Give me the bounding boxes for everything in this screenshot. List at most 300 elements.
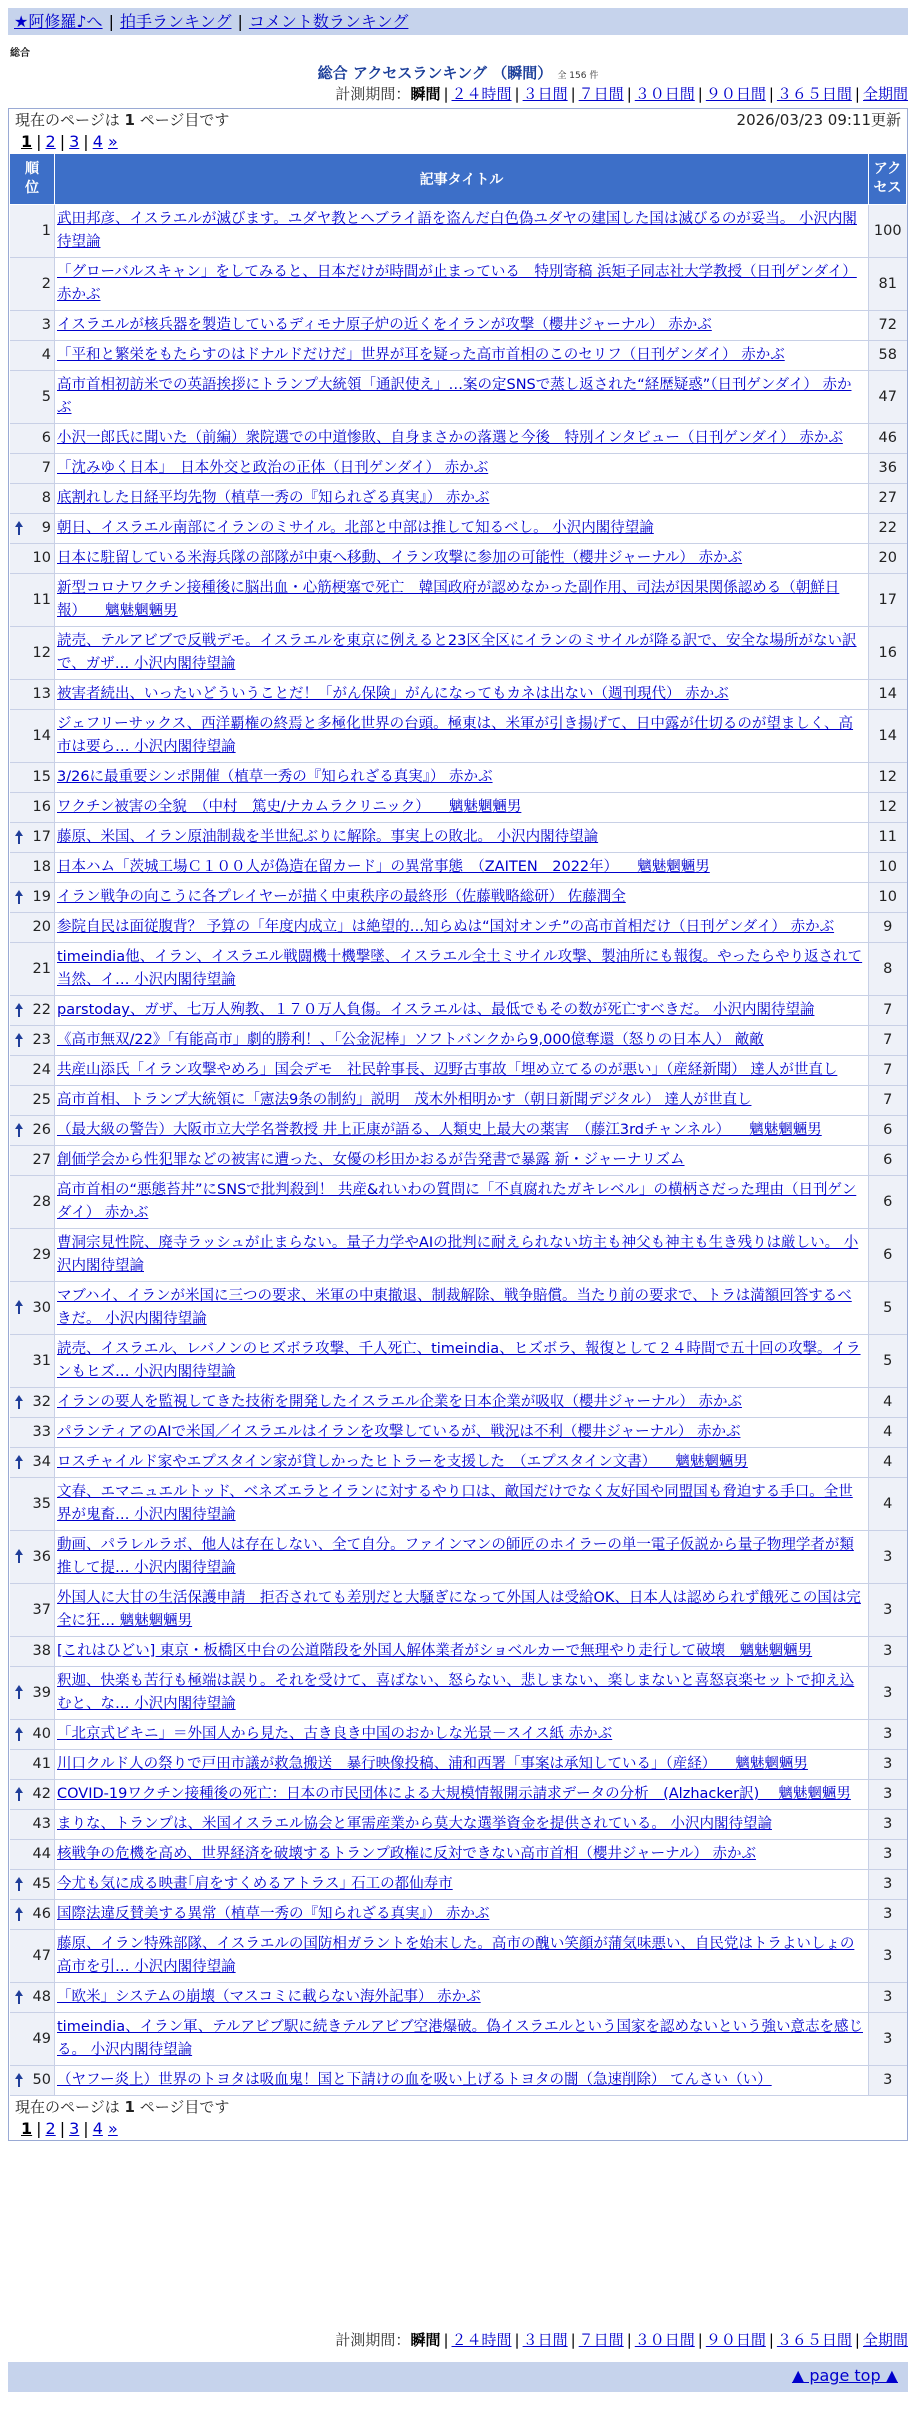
asyura-home-link[interactable]: ★阿修羅♪へ (14, 12, 103, 31)
article-title-link[interactable]: COVID-19ワクチン接種後の死亡：日本の市民団体による大規模情報開示請求データの分析 (Alzhacker訳) 魑魅魍魎男 (57, 1786, 851, 1802)
period-link-5[interactable]: ３６５日間 (776, 85, 852, 103)
title-cell (55, 1116, 869, 1146)
rank-cell (10, 484, 55, 514)
table-row (10, 913, 907, 943)
period-link-3[interactable]: ３０日間 (634, 85, 695, 103)
article-title-link[interactable]: 高市首相初訪米での英語挨拶にトランプ大統領「通訳使え」…案の定SNSで蒸し返された“経歴疑惑”（日刊ゲンダイ） 赤かぶ (57, 377, 852, 416)
title-cell (55, 1282, 869, 1335)
title-cell (55, 943, 869, 996)
title-cell (55, 1478, 869, 1531)
article-title-link[interactable]: 《高市無双/22》「有能高市」劇的勝利！、「公金泥棒」ソフトバンクから9,000億奪還（怒りの日本人） 敵敵 (57, 1032, 764, 1048)
access-count: 11 (869, 823, 907, 853)
title-cell (55, 1146, 869, 1176)
page-info-bottom (9, 2096, 907, 2118)
access-count: 3 (869, 1637, 907, 1667)
article-title-link[interactable]: 今尤も気に成る映畫｢肩をすくめるアトラス｣ 石工の都仙寿市 (57, 1876, 453, 1892)
article-title-link[interactable]: マブハイ、イランが米国に三つの要求、米軍の中東撤退、制裁解除、戦争賠償。当たり前の要求で、トラは満額回答するべきだ。 小沢内閣待望論 (57, 1288, 852, 1327)
article-title-link[interactable]: 読売、イスラエル、レバノンのヒズボラ攻撃、千人死亡、timeindia、ヒズボラ、報復として２４時間で五十回の攻撃。イランもヒズ… 小沢内閣待望論 (57, 1341, 861, 1380)
rank-number: 45 (32, 1876, 51, 1892)
rank-cell (10, 793, 55, 823)
article-title-link[interactable]: 外国人に大甘の生活保護申請 拒否されても差別だと大騒ぎになって外国人は受給OK、日本人は認められず餓死この国は完全に狂… 魑魅魍魎男 (57, 1590, 861, 1629)
rank-number: 22 (32, 1002, 51, 1018)
access-count: 58 (869, 341, 907, 371)
ranking-rows (10, 205, 907, 2096)
rank-cell (10, 943, 55, 996)
pager-current-page[interactable]: 1 (21, 132, 33, 151)
article-title-link[interactable]: 「沈みゆく日本」 日本外交と政治の正体（日刊ゲンダイ） 赤かぶ (57, 460, 489, 476)
access-count: 3 (869, 1870, 907, 1900)
access-count: 10 (869, 883, 907, 913)
period-link-3[interactable]: ３０日間 (634, 2331, 695, 2349)
access-count: 72 (869, 311, 907, 341)
period-separator: | (570, 85, 576, 103)
article-title-link[interactable]: 3/26に最重要シンポ開催（植草一秀の『知られざる真実』） 赤かぶ (57, 769, 493, 785)
period-separator: | (443, 2331, 449, 2349)
period-current: 瞬間 (410, 85, 441, 103)
table-row (10, 1750, 907, 1780)
title-cell (55, 1983, 869, 2013)
title-cell (55, 823, 869, 853)
rank-number: 26 (32, 1122, 51, 1138)
article-title-link[interactable]: イランの要人を監視してきた技術を開発したイスラエル企業を日本企業が吸収（櫻井ジャーナル） 赤かぶ (57, 1394, 742, 1410)
rank-cell (10, 853, 55, 883)
table-row (10, 680, 907, 710)
rank-cell (10, 1146, 55, 1176)
article-title-link[interactable]: parstoday、ガザ、七万人殉教、１７０万人負傷。イスラエルは、最低でもその数が死亡すべきだ。 小沢内閣待望論 (57, 1002, 815, 1018)
access-count: 22 (869, 514, 907, 544)
rank-number: 5 (41, 388, 51, 405)
rank-cell (10, 341, 55, 371)
table-header-row (10, 154, 907, 205)
table-row (10, 454, 907, 484)
article-title-link[interactable]: 読売、テルアビブで反戦デモ。イスラエルを東京に例えると23区全区にイランのミサイルが降る訳で、安全な場所がない訳で、ガザ… 小沢内閣待望論 (57, 633, 857, 672)
period-link-1[interactable]: ３日間 (522, 85, 568, 103)
period-separator: | (697, 2331, 703, 2349)
access-count: 3 (869, 1810, 907, 1840)
table-row (10, 514, 907, 544)
article-title-link[interactable]: 高市首相、トランプ大統領に「憲法9条の制約」説明 茂木外相明かす（朝日新聞デジタル） 達人が世直し (57, 1092, 752, 1108)
article-title-link[interactable]: ロスチャイルド家やエプスタイン家が貸しかったヒトラーを支援した （エプスタイン文書） 魑魅魍魎男 (57, 1454, 748, 1470)
rank-number: 7 (41, 460, 51, 476)
page-info-prefix: 現在のページは (15, 2098, 125, 2116)
rank-cell (10, 1840, 55, 1870)
title-cell (55, 205, 869, 258)
rank-number: 30 (32, 1299, 51, 1316)
article-title-link[interactable]: 日本に駐留している米海兵隊の部隊が中東へ移動、イラン攻撃に参加の可能性（櫻井ジャーナル） 赤かぶ (57, 550, 743, 566)
rank-cell (10, 544, 55, 574)
article-title-link[interactable]: 「グローバルスキャン」をしてみると、日本だけが時間が止まっている 特別寄稿 浜矩子同志社大学教授（日刊ゲンダイ） 赤かぶ (57, 264, 857, 303)
access-count: 7 (869, 1086, 907, 1116)
update-timestamp: 2026/03/23 09:11更新 (736, 111, 901, 129)
period-link-1[interactable]: ３日間 (522, 2331, 568, 2349)
title-cell (55, 1780, 869, 1810)
rank-number: 40 (32, 1726, 51, 1742)
rank-cell (10, 2013, 55, 2066)
period-selector-bottom (335, 2330, 908, 2350)
access-count: 4 (869, 1478, 907, 1531)
rank-cell (10, 1780, 55, 1810)
article-title-link[interactable]: 武田邦彦、イスラエルが滅びます。ユダヤ教とヘブライ語を盗んだ白色偽ユダヤの建国した国は滅びるのが妥当。 小沢内閣待望論 (57, 211, 857, 250)
article-title-link[interactable]: ジェフリーサックス、西洋覇権の終焉と多極化世界の台頭。極東は、米軍が引き揚げて、日中露が仕切るのが望ましく、高市は要ら… 小沢内閣待望論 (57, 716, 854, 755)
table-row (10, 1983, 907, 2013)
article-title-link[interactable]: timeindia、イラン軍、テルアビブ駅に続きテルアビブ空港爆破。偽イスラエルという国家を認めないという強い意志を感じる。 小沢内閣待望論 (57, 2019, 863, 2058)
title-cell (55, 1229, 869, 1282)
table-row (10, 1584, 907, 1637)
title-cell (55, 341, 869, 371)
access-count: 7 (869, 996, 907, 1026)
period-separator: | (768, 2331, 774, 2349)
comment-ranking-link[interactable]: コメント数ランキング (248, 12, 409, 31)
rank-cell (10, 1531, 55, 1584)
rank-cell (10, 258, 55, 311)
rank-cell (10, 763, 55, 793)
rank-number: 16 (32, 799, 51, 815)
rank-cell (10, 514, 55, 544)
article-title-link[interactable]: ワクチン被害の全貌 （中村 篤史/ナカムラクリニック） 魑魅魍魎男 (57, 799, 522, 815)
article-title-link[interactable]: （ヤフー炎上）世界のトヨタは吸血鬼！国と下請けの血を吸い上げるトヨタの闇（急速削除） てんさい（い） (57, 2072, 772, 2088)
article-title-link[interactable]: 底割れした日経平均先物（植草一秀の『知られざる真実』） 赤かぶ (57, 490, 490, 506)
title-cell (55, 883, 869, 913)
article-title-link[interactable]: 参院自民は面従腹背？ 予算の「年度内成立」は絶望的…知らぬは“国対オンチ”の高市首相だけ（日刊ゲンダイ） 赤かぶ (57, 919, 835, 935)
article-title-link[interactable]: 藤原、米国、イラン原油制裁を半世紀ぶりに解除。事実上の敗北。 小沢内閣待望論 (57, 829, 599, 845)
period-link-4[interactable]: ９０日間 (705, 2331, 766, 2349)
table-row (10, 1146, 907, 1176)
period-separator: | (626, 2331, 632, 2349)
table-row (10, 2013, 907, 2066)
pager-top (9, 131, 907, 153)
table-row (10, 710, 907, 763)
period-separator: | (514, 85, 520, 103)
rank-number: 19 (32, 889, 51, 905)
table-row (10, 484, 907, 514)
rank-cell (10, 1448, 55, 1478)
article-title-link[interactable]: [これはひどい] 東京・板橋区中台の公道階段を外国人解体業者がショベルカーで無理やり走行して破壊 魑魅魍魎男 (57, 1643, 813, 1659)
ranking-panel (8, 108, 908, 2141)
nav-separator: | (237, 12, 243, 31)
title-cell (55, 1810, 869, 1840)
rank-cell (10, 1720, 55, 1750)
pager-next-link[interactable]: » (107, 2119, 118, 2138)
table-row (10, 1531, 907, 1584)
title-cell (55, 1750, 869, 1780)
table-row (10, 424, 907, 454)
access-count: 16 (869, 627, 907, 680)
rank-number: 46 (32, 1906, 51, 1922)
page-info-prefix: 現在のページは (15, 111, 125, 129)
access-count: 6 (869, 1146, 907, 1176)
rank-number: 10 (32, 550, 51, 566)
article-title-link[interactable]: 「欧米」システムの崩壊（マスコミに載らない海外記事） 赤かぶ (57, 1989, 481, 2005)
period-link-4[interactable]: ９０日間 (705, 85, 766, 103)
rank-cell (10, 2066, 55, 2096)
pager-current-page[interactable]: 1 (21, 2119, 33, 2138)
period-link-5[interactable]: ３６５日間 (776, 2331, 852, 2349)
table-row (10, 1870, 907, 1900)
rank-number: 15 (32, 769, 51, 785)
article-title-link[interactable]: まりな、トランプは、米国イスラエル協会と軍需産業から莫大な選挙資金を提供されている。 小沢内閣待望論 (57, 1816, 772, 1832)
rank-cell (10, 1229, 55, 1282)
table-row (10, 1478, 907, 1531)
period-current: 瞬間 (410, 2331, 441, 2349)
article-title-link[interactable]: イラン戦争の向こうに各プレイヤーが描く中東秩序の最終形（佐藤戦略総研） 佐藤潤全 (57, 889, 626, 905)
article-title-link[interactable]: パランティアのAIで米国／イスラエルはイランを攻撃しているが、戦況は不利（櫻井ジャーナル） 赤かぶ (57, 1424, 741, 1440)
pager-page-link[interactable]: 3 (69, 132, 80, 151)
rank-header: 順位 (10, 154, 55, 205)
access-count: 9 (869, 913, 907, 943)
article-title-link[interactable]: （最大級の警告）大阪市立大学名誉教授 井上正康が語る、人類史上最大の薬害 （藤江3rdチャンネル） 魑魅魍魎男 (57, 1122, 822, 1138)
access-count: 3 (869, 2066, 907, 2096)
rank-number: 44 (32, 1846, 51, 1862)
period-selector-top (335, 84, 908, 104)
period-link-2[interactable]: ７日間 (578, 85, 624, 103)
title-cell (55, 454, 869, 484)
table-row (10, 1086, 907, 1116)
article-title-link[interactable]: 動画、パラレルラボ、他人は存在しない、全て自分。ファインマンの師匠のホイラーの単一電子仮説から量子物理学者が類推して提… 小沢内閣待望論 (57, 1537, 854, 1576)
access-count: 46 (869, 424, 907, 454)
top-nav-bar (8, 8, 908, 35)
rank-cell (10, 1335, 55, 1388)
access-count: 27 (869, 484, 907, 514)
rank-number: 38 (32, 1643, 51, 1659)
period-separator: | (768, 85, 774, 103)
article-title-link[interactable]: 文春、エマニュエルトッド、ベネズエラとイランに対するやり口は、敵国だけでなく友好国や同盟国も脅迫する手口。全世界が鬼畜… 小沢内閣待望論 (57, 1484, 853, 1523)
pager-page-link[interactable]: 3 (69, 2119, 80, 2138)
title-cell (55, 1870, 869, 1900)
applause-ranking-link[interactable]: 拍手ランキング (119, 12, 232, 31)
article-title-link[interactable]: 朝日、イスラエル南部にイランのミサイル。北部と中部は推して知るべし。 小沢内閣待望論 (57, 520, 654, 536)
footer-bar (8, 2362, 908, 2392)
rank-number: 39 (32, 1684, 51, 1701)
access-count: 3 (869, 1983, 907, 2013)
rank-cell (10, 1870, 55, 1900)
page-info-suffix: ページ目です (134, 111, 230, 129)
table-row (10, 1026, 907, 1056)
table-row (10, 1840, 907, 1870)
period-separator: | (514, 2331, 520, 2349)
access-count: 14 (869, 710, 907, 763)
rank-cell (10, 205, 55, 258)
access-header: アクセス (869, 154, 907, 205)
rank-number: 34 (32, 1454, 51, 1470)
article-title-link[interactable]: 核戦争の危機を高め、世界経済を破壊するトランプ政権に反対できない高市首相（櫻井ジャーナル） 赤かぶ (57, 1846, 757, 1862)
title-cell (55, 1086, 869, 1116)
rank-number: 4 (41, 347, 51, 363)
rank-cell (10, 371, 55, 424)
title-cell (55, 424, 869, 454)
access-count: 12 (869, 793, 907, 823)
title-header: 記事タイトル (55, 154, 869, 205)
rank-cell (10, 1176, 55, 1229)
title-cell (55, 627, 869, 680)
rank-number: 47 (32, 1947, 51, 1964)
article-title-link[interactable]: 川口クルド人の祭りで戸田市議が救急搬送 暴行映像投稿、浦和西署「事案は承知している」（産経） 魑魅魍魎男 (57, 1756, 808, 1772)
article-title-link[interactable]: 被害者続出、いったいどういうことだ！「がん保険」がんになってもカネは出ない（週刊現代） 赤かぶ (57, 686, 729, 702)
access-count: 3 (869, 2013, 907, 2066)
article-title-link[interactable]: 創価学会から性犯罪などの被害に遭った、女優の杉田かおるが告発書で暴露 新・ジャーナリズム (57, 1152, 685, 1168)
rank-number: 28 (32, 1193, 51, 1210)
table-row (10, 574, 907, 627)
table-row (10, 883, 907, 913)
rank-cell (10, 1056, 55, 1086)
article-title-link[interactable]: 日本ハム「茨城工場Ｃ１００人が偽造在留カード」の異常事態 （ZAITEN 2022年） 魑魅魍魎男 (57, 859, 710, 875)
period-separator: | (443, 85, 449, 103)
pager-page-link[interactable]: 4 (92, 132, 103, 151)
pager-page-link[interactable]: 2 (45, 2119, 56, 2138)
pager-page-link[interactable]: 4 (92, 2119, 103, 2138)
rank-number: 35 (32, 1495, 51, 1512)
article-title-link[interactable]: 釈迦、快楽も苦行も極端は誤り。それを受けて、喜ばない、怒らない、悲しまない、楽しまないと喜怒哀楽セットで抑え込むと、な… 小沢内閣待望論 (57, 1673, 855, 1712)
title-cell (55, 1900, 869, 1930)
rank-number: 25 (32, 1092, 51, 1108)
article-title-link[interactable]: 共産山添氏「イラン攻撃やめろ」国会デモ 社民幹事長、辺野古事故「埋め立てるのが悪い」（産経新聞） 達人が世直し (57, 1062, 838, 1078)
pager-separator: | (36, 2119, 42, 2138)
rank-cell (10, 1388, 55, 1418)
rank-cell (10, 823, 55, 853)
access-count: 3 (869, 1531, 907, 1584)
table-row (10, 853, 907, 883)
title-cell (55, 1637, 869, 1667)
rank-number: 6 (41, 430, 51, 446)
period-label: 計測期間： (335, 85, 411, 103)
rank-cell (10, 454, 55, 484)
table-row (10, 311, 907, 341)
table-row (10, 1056, 907, 1086)
access-count: 5 (869, 1335, 907, 1388)
article-title-link[interactable]: 新型コロナワクチン接種後に脳出血・心筋梗塞で死亡 韓国政府が認めなかった副作用、司法が因果関係認める（朝鮮日報） 魑魅魍魎男 (57, 580, 840, 619)
pager-separator: | (59, 2119, 66, 2138)
article-title-link[interactable]: 小沢一郎氏に聞いた（前編）衆院選での中道惨敗、自身まさかの落選と今後 特別インタビュー（日刊ゲンダイ） 赤かぶ (57, 430, 843, 446)
pager-separator: | (83, 132, 89, 151)
access-count: 20 (869, 544, 907, 574)
rank-number: 21 (32, 960, 51, 977)
rank-cell (10, 1116, 55, 1146)
rank-cell (10, 1086, 55, 1116)
title-cell (55, 996, 869, 1026)
ranking-table (9, 153, 907, 2096)
rank-number: 49 (32, 2030, 51, 2047)
page-title (0, 62, 916, 83)
article-title-link[interactable]: 国際法違反賛美する異常（植草一秀の『知られざる真実』） 赤かぶ (57, 1906, 490, 1922)
article-title-link[interactable]: イスラエルが核兵器を製造しているディモナ原子炉の近くをイランが攻撃（櫻井ジャーナル） 赤かぶ (57, 317, 712, 333)
period-link-2[interactable]: ７日間 (578, 2331, 624, 2349)
rank-cell (10, 883, 55, 913)
title-cell (55, 1531, 869, 1584)
period-separator: | (570, 2331, 576, 2349)
period-label: 計測期間： (335, 2331, 411, 2349)
pager-separator: | (83, 2119, 89, 2138)
title-cell (55, 2013, 869, 2066)
table-row (10, 1720, 907, 1750)
rank-cell (10, 1418, 55, 1448)
period-link-6[interactable]: 全期間 (862, 2331, 908, 2349)
title-cell (55, 544, 869, 574)
article-title-link[interactable]: 高市首相の“悪態苔丼”にSNSで批判殺到！ 共産&れいわの質問に「不貞腐れたガキレベル」の横柄さだった理由（日刊ゲンダイ） 赤かぶ (57, 1182, 857, 1221)
access-count: 10 (869, 853, 907, 883)
title-cell (55, 1056, 869, 1086)
pager-next-link[interactable]: » (107, 132, 118, 151)
rank-number: 12 (32, 644, 51, 661)
rank-number: 32 (32, 1394, 51, 1410)
table-row (10, 544, 907, 574)
rank-cell (10, 710, 55, 763)
pager-page-link[interactable]: 2 (45, 132, 56, 151)
rank-cell (10, 1584, 55, 1637)
article-title-link[interactable]: 「平和と繁栄をもたらすのはドナルドだけだ」世界が耳を疑った高市首相のこのセリフ（日刊ゲンダイ） 赤かぶ (57, 347, 785, 363)
table-row (10, 823, 907, 853)
rank-number: 20 (32, 919, 51, 935)
rank-cell (10, 1983, 55, 2013)
rank-number: 17 (32, 829, 51, 845)
access-count: 7 (869, 1056, 907, 1086)
period-link-0[interactable]: ２４時間 (451, 85, 512, 103)
rank-number: 24 (32, 1062, 51, 1078)
rank-number: 29 (32, 1246, 51, 1263)
access-count: 3 (869, 1584, 907, 1637)
rank-number: 31 (32, 1352, 51, 1369)
table-row (10, 763, 907, 793)
period-separator: | (854, 85, 860, 103)
article-title-link[interactable]: 「北京式ビキニ」＝外国人から見た、古き良き中国のおかしな光景－スイス紙 赤かぶ (57, 1726, 613, 1742)
article-title-link[interactable]: timeindia他、イラン、イスラエル戦闘機十機撃墜、イスラエル全土ミサイル攻撃、製油所にも報復。やったらやり返されて当然、イ… 小沢内閣待望論 (57, 949, 863, 988)
table-row (10, 1176, 907, 1229)
title-cell (55, 1418, 869, 1448)
rank-number: 48 (32, 1989, 51, 2005)
rank-cell (10, 1667, 55, 1720)
rank-cell (10, 1930, 55, 1983)
access-count: 4 (869, 1388, 907, 1418)
rank-number: 41 (32, 1756, 51, 1772)
rank-number: 42 (32, 1786, 51, 1802)
period-separator: | (626, 85, 632, 103)
table-row (10, 1116, 907, 1146)
total-count: 全 156 件 (557, 71, 599, 81)
table-row (10, 1388, 907, 1418)
title-cell (55, 371, 869, 424)
rank-number: 1 (41, 222, 51, 239)
rank-number: 14 (32, 727, 51, 744)
rank-cell (10, 1637, 55, 1667)
rank-number: 13 (32, 686, 51, 702)
access-count: 3 (869, 1900, 907, 1930)
page-top-link[interactable]: ▲ page top ▲ (791, 2366, 898, 2385)
access-count: 5 (869, 1282, 907, 1335)
rank-cell (10, 574, 55, 627)
article-title-link[interactable]: 曹洞宗見性院、廃寺ラッシュが止まらない。量子力学やAIの批判に耐えられない坊主も神父も神主も生き残りは厳しい。 小沢内閣待望論 (57, 1235, 859, 1274)
period-link-6[interactable]: 全期間 (862, 85, 908, 103)
page-title-text: 総合 アクセスランキング （瞬間） (317, 64, 553, 82)
access-count: 3 (869, 1930, 907, 1983)
title-cell (55, 1026, 869, 1056)
rank-number: 33 (32, 1424, 51, 1440)
table-row (10, 1930, 907, 1983)
access-count: 47 (869, 371, 907, 424)
access-count: 4 (869, 1448, 907, 1478)
table-row (10, 2066, 907, 2096)
rank-number: 3 (41, 317, 51, 333)
access-count: 6 (869, 1229, 907, 1282)
table-row (10, 1780, 907, 1810)
rank-cell (10, 424, 55, 454)
rank-cell (10, 1900, 55, 1930)
access-count: 6 (869, 1176, 907, 1229)
rank-number: 50 (32, 2072, 51, 2088)
page-info-suffix: ページ目です (134, 2098, 230, 2116)
table-row (10, 1282, 907, 1335)
article-title-link[interactable]: 藤原、イラン特殊部隊、イスラエルの国防相ガラントを始末した。高市の醜い笑顔が蒲気味悪い、自民党はトラよいしょの高市を引… 小沢内閣待望論 (57, 1936, 855, 1975)
table-row (10, 205, 907, 258)
nav-separator: | (108, 12, 114, 31)
period-link-0[interactable]: ２４時間 (451, 2331, 512, 2349)
